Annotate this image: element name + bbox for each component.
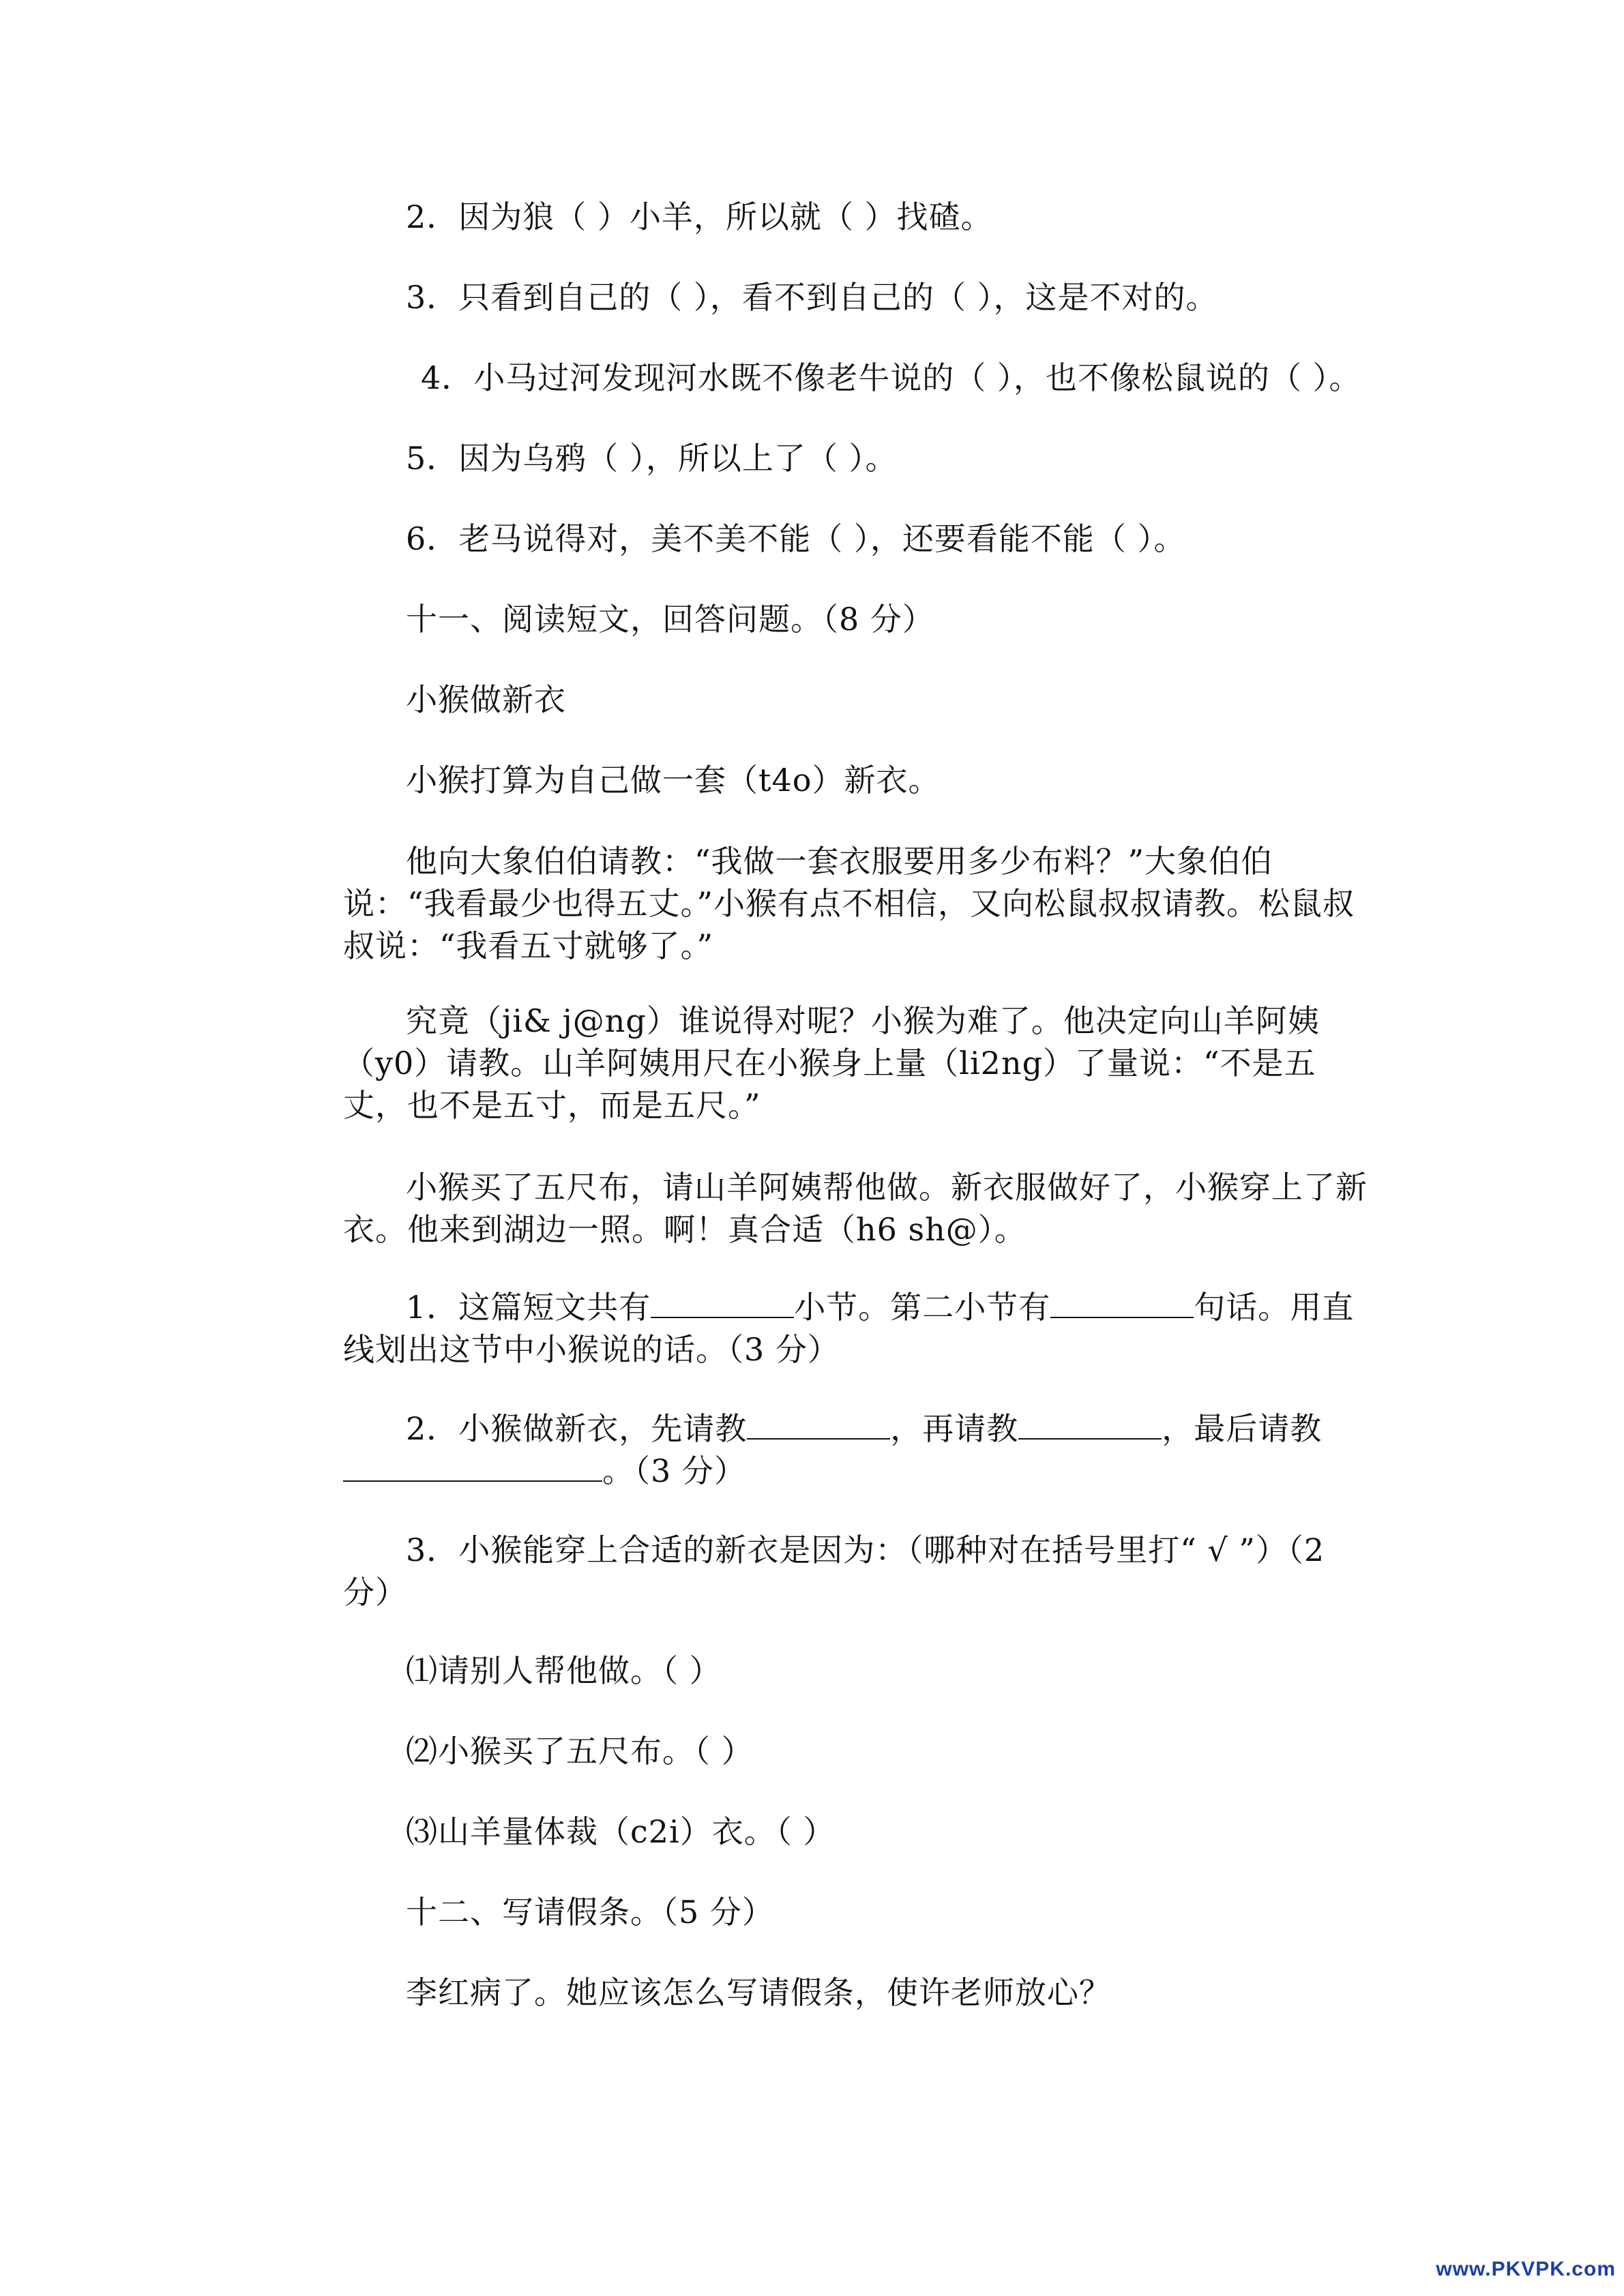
q2-part-c: ，最后请教 (1162, 1410, 1323, 1447)
reading-question-1 (343, 1286, 1380, 1371)
section-heading-12: 十二、写请假条。（5 分） (406, 1894, 774, 1930)
answer-blank[interactable] (343, 1452, 602, 1482)
story-paragraph-3: 究竟（ji& j@ng）谁说得对呢？小猴为难了。他决定向山羊阿姨（y0）请教。山羊阿姨用尺在小猴身上量（li2ng）了量说：“不是五丈，也不是五寸，而是五尺。” (343, 1002, 1320, 1124)
story-paragraph-4: 小猴买了五尺布，请山羊阿姨帮他做。新衣服做好了，小猴穿上了新衣。他来到湖边一照。啊！真合适（h6 sh@）。 (343, 1169, 1368, 1248)
story-paragraph-1: 小猴打算为自己做一套（t4o）新衣。 (406, 762, 941, 799)
fill-in-q5: 5．因为乌鸦（ ），所以上了（ ）。 (406, 440, 898, 477)
fill-in-q4: 4．小马过河发现河水既不像老牛说的（ ），也不像松鼠说的（ ）。 (421, 359, 1361, 396)
option-2: ⑵小猴买了五尺布。（ ） (406, 1733, 754, 1770)
fill-in-q6: 6．老马说得对，美不美不能（ ），还要看能不能（ ）。 (406, 520, 1186, 557)
q1-part-c: 句话。用直线划出这节中小猴说的话。（3 分） (343, 1289, 1355, 1368)
watermark: www.PKVPK.com (1436, 2258, 1616, 2280)
story-title: 小猴做新衣 (406, 681, 566, 718)
story-paragraph-2: 他向大象伯伯请教：“我做一套衣服要用多少布料？”大象伯伯说：“我看最少也得五丈。”小猴有点不相信，又向松鼠叔叔请教。松鼠叔叔说：“我看五寸就够了。” (343, 843, 1355, 964)
q2-part-a: 2．小猴做新衣，先请教 (406, 1410, 748, 1447)
answer-blank[interactable] (651, 1288, 794, 1318)
fill-in-q2: 2．因为狼（ ）小羊，所以就（ ）找碴。 (406, 198, 993, 235)
q2-part-d: 。（3 分） (602, 1452, 746, 1489)
option-1: ⑴请别人帮他做。（ ） (406, 1652, 722, 1689)
answer-blank[interactable] (1050, 1288, 1194, 1318)
answer-blank[interactable] (1018, 1410, 1162, 1440)
q2-part-b: ，再请教 (890, 1410, 1019, 1447)
section-12-prompt: 李红病了。她应该怎么写请假条，使许老师放心？ (406, 1974, 1111, 2011)
fill-in-q3: 3．只看到自己的（ ），看不到自己的（ ），这是不对的。 (406, 279, 1218, 316)
option-3: ⑶山羊量体裁（c2i）衣。（ ） (406, 1813, 836, 1850)
answer-blank[interactable] (747, 1410, 890, 1440)
q1-part-b: 小节。第二小节有 (794, 1289, 1051, 1326)
reading-question-2 (343, 1407, 1380, 1492)
section-heading-11: 十一、阅读短文，回答问题。（8 分） (406, 601, 934, 638)
reading-question-3: 3．小猴能穿上合适的新衣是因为：（哪种对在括号里打“ √ ”）（2 分） (343, 1532, 1325, 1611)
q1-part-a: 1．这篇短文共有 (406, 1289, 651, 1326)
